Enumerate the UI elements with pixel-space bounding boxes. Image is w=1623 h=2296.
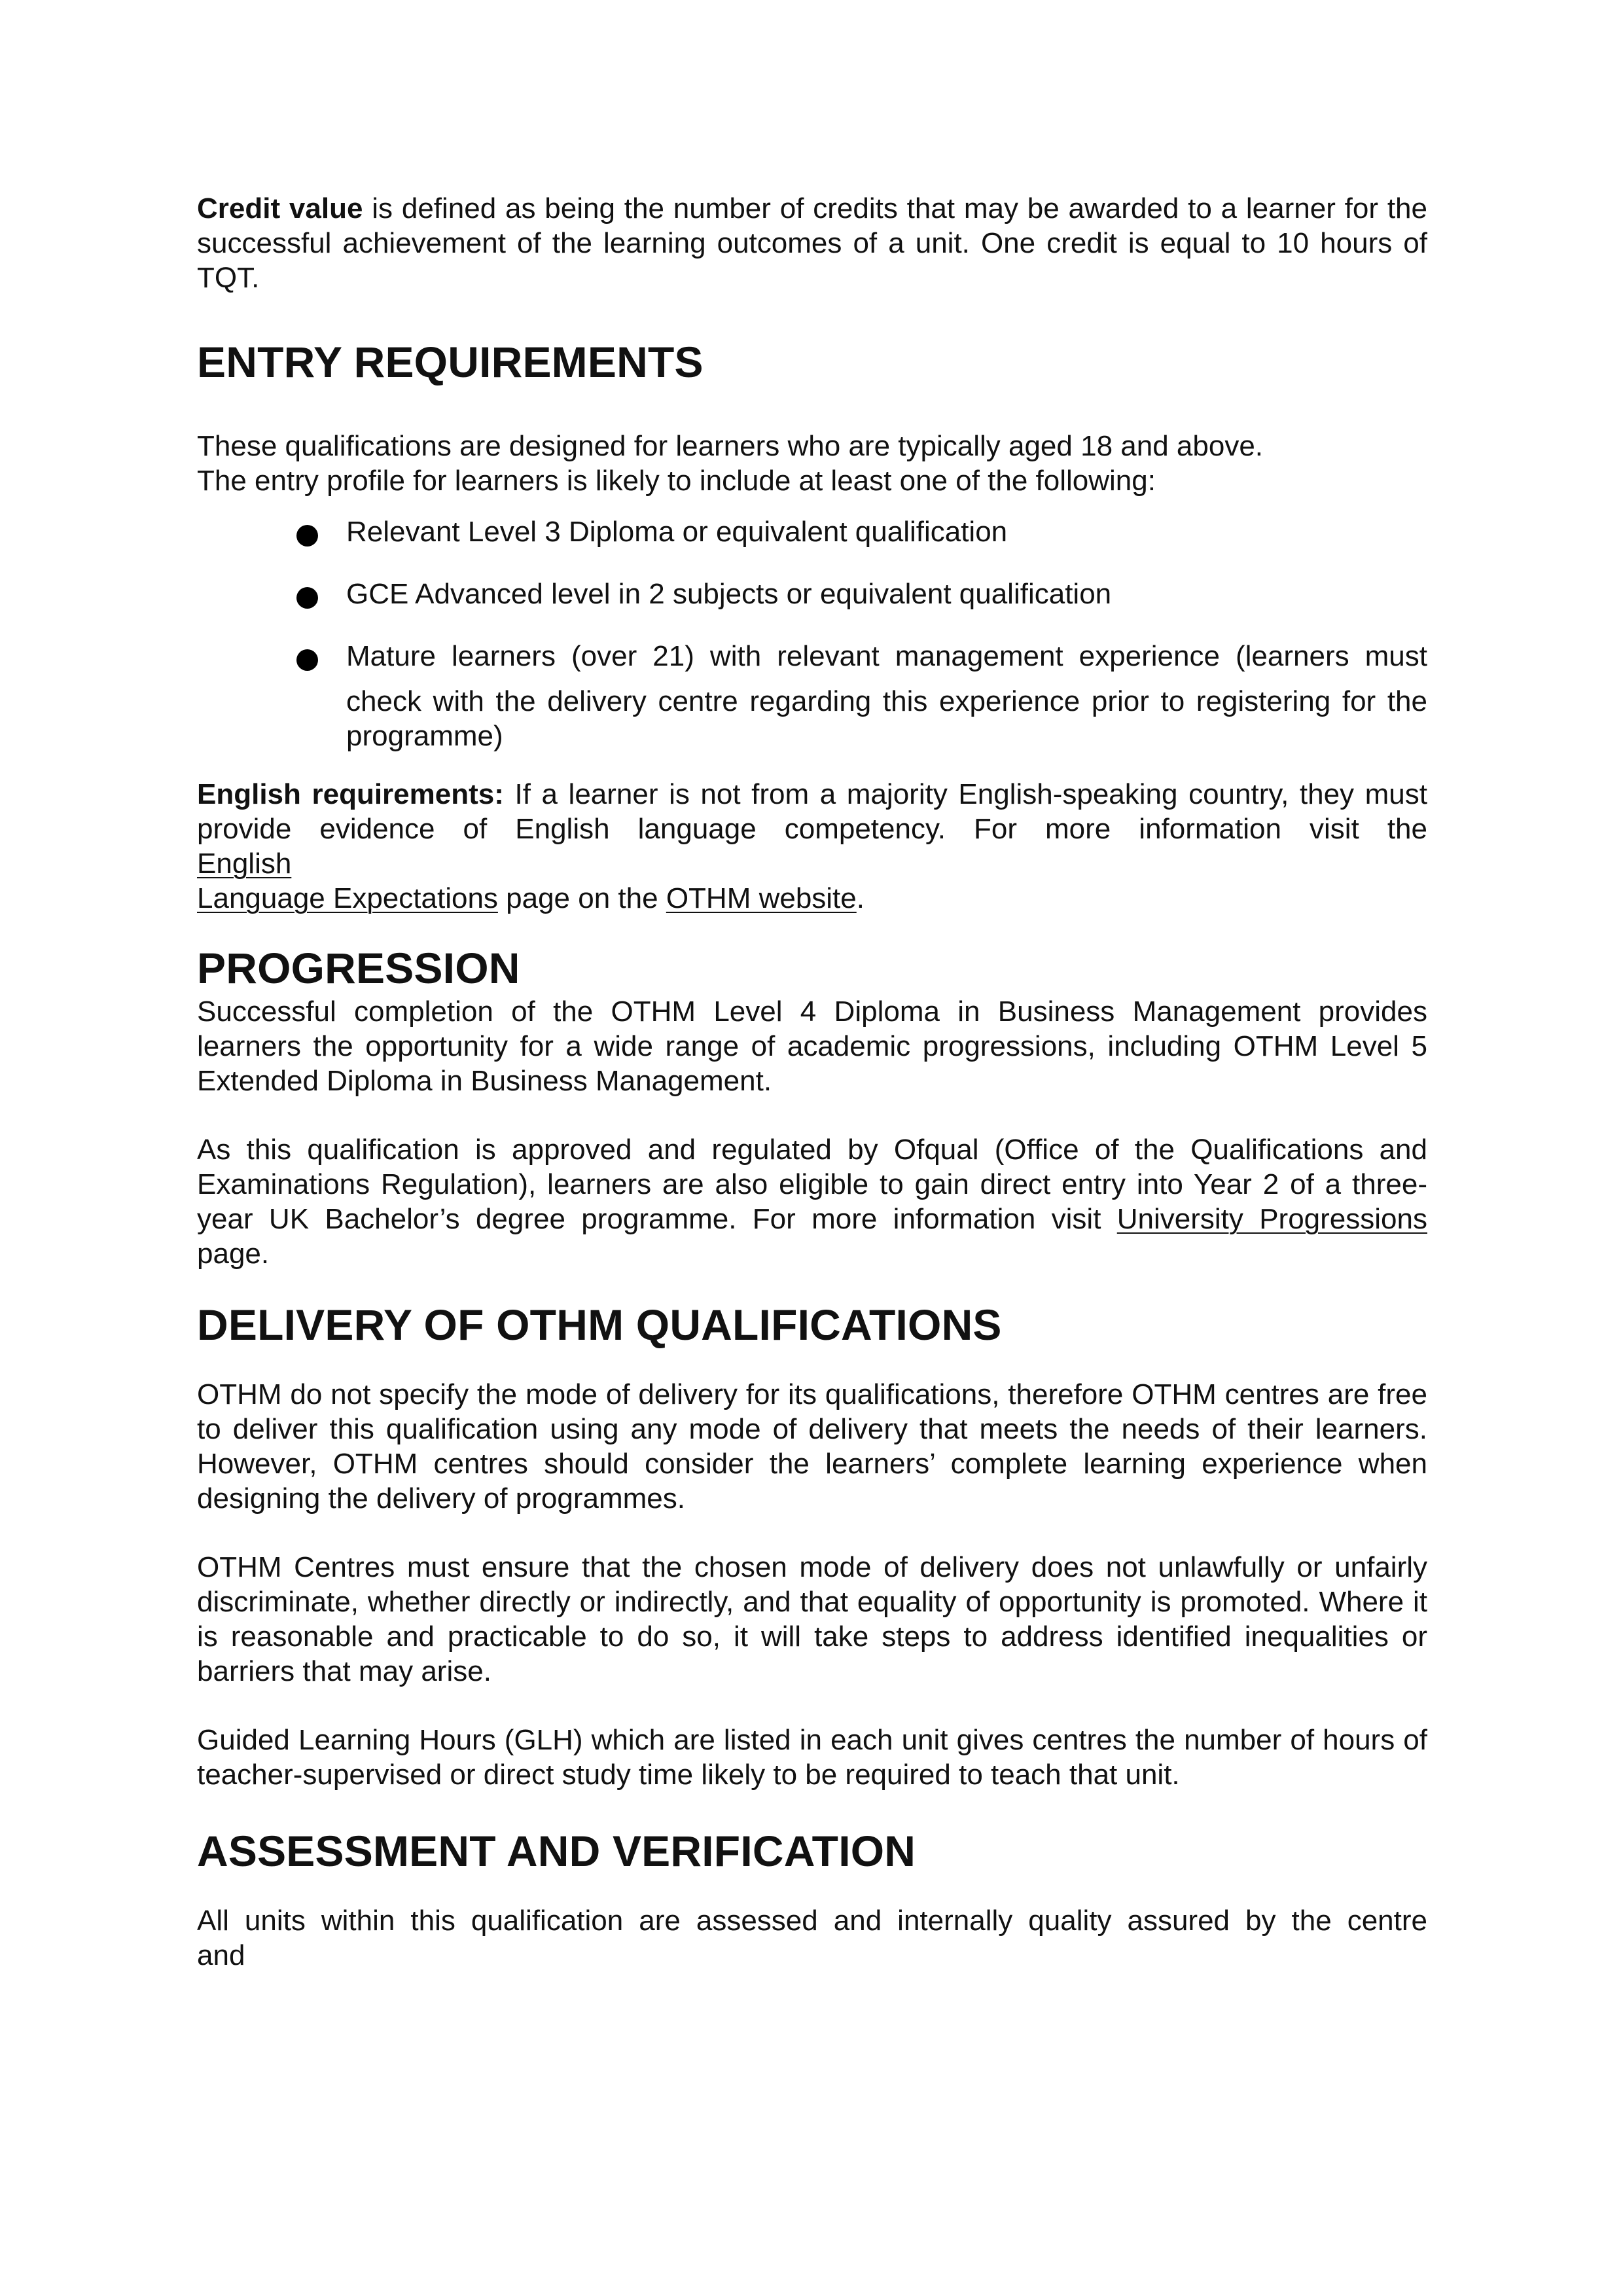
entry-bullet-list bbox=[294, 514, 1427, 753]
entry-bullet-item bbox=[294, 514, 1427, 549]
english-requirements-continuation bbox=[197, 846, 1427, 881]
english-requirements-text: If a learner is not from a majority English-speaking country, they must provide evidence of English language competency. For more information visit the bbox=[197, 778, 1427, 845]
credit-value-paragraph bbox=[197, 191, 1427, 295]
assessment-heading: ASSESSMENT AND VERIFICATION bbox=[197, 1827, 916, 1875]
bullet-dot-icon bbox=[296, 649, 318, 671]
document-page bbox=[197, 191, 1427, 1973]
entry-requirements-heading: ENTRY REQUIREMENTS bbox=[197, 338, 704, 386]
progression-paragraph-2-text: As this qualification is approved and regulated by Ofqual (Office of the Qualifications and Examinations Regulation), learners are also eligible to gain direct entry into Year 2 of a three-year UK Bachelor’s degree programme. For more information visit bbox=[197, 1134, 1427, 1235]
delivery-paragraph-3: Guided Learning Hours (GLH) which are listed in each unit gives centres the number of hours of teacher-supervised or direct study time likely to be required to teach that unit. bbox=[197, 1724, 1427, 1791]
entry-intro-line2: The entry profile for learners is likely to include at least one of the following: bbox=[197, 465, 1156, 497]
delivery-heading: DELIVERY OF OTHM QUALIFICATIONS bbox=[197, 1300, 1002, 1349]
english-link-end-text: . bbox=[856, 882, 865, 914]
entry-bullet-text: Relevant Level 3 Diploma or equivalent qualification bbox=[346, 516, 1008, 548]
progression-paragraph-2-end: page. bbox=[197, 1238, 270, 1270]
english-requirements-term: English requirements: bbox=[197, 778, 504, 810]
delivery-paragraph-1: OTHM do not specify the mode of delivery for its qualifications, therefore OTHM centres are free to deliver this qualification using any mode of delivery that meets the needs of their learners. However, OTHM centres should consider the learners’ complete learning experience when designing the delivery of programmes. bbox=[197, 1378, 1427, 1515]
entry-bullet-text: Mature learners (over 21) with relevant management experience (learners must bbox=[346, 640, 1427, 672]
english-expectations-link[interactable]: Language Expectations bbox=[197, 882, 498, 914]
bullet-dot-icon bbox=[296, 525, 318, 547]
credit-value-term: Credit value bbox=[197, 192, 363, 224]
progression-heading: PROGRESSION bbox=[197, 944, 520, 992]
bullet-dot-icon bbox=[296, 587, 318, 609]
othm-website-link[interactable]: OTHM website bbox=[666, 882, 857, 914]
entry-intro-line1: These qualifications are designed for learners who are typically aged 18 and above. bbox=[197, 430, 1264, 462]
entry-bullet-text: GCE Advanced level in 2 subjects or equivalent qualification bbox=[346, 578, 1112, 610]
progression-paragraph-2 bbox=[197, 1132, 1427, 1271]
progression-paragraph-1: Successful completion of the OTHM Level 4 Diploma in Business Management provides learners the opportunity for a wide range of academic progressions, including OTHM Level 5 Extended Diploma in Business Management. bbox=[197, 996, 1427, 1097]
entry-bullet-text: check with the delivery centre regarding this experience prior to registering for the programme) bbox=[346, 685, 1427, 752]
assessment-paragraph-line1: All units within this qualification are assessed and internally quality assured by the centre bbox=[197, 1905, 1427, 1937]
entry-bullet-item bbox=[294, 577, 1427, 611]
english-requirements-continuation bbox=[197, 881, 1427, 916]
english-link-middle-text: page on the bbox=[497, 882, 666, 914]
delivery-paragraph-2: OTHM Centres must ensure that the chosen mode of delivery does not unlawfully or unfairly discriminate, whether directly or indirectly, and that equality of opportunity is promoted. Where it is reasonable and practicable to do so, it will take steps to address identified inequalities or barriers that may arise. bbox=[197, 1551, 1427, 1687]
english-requirements-paragraph bbox=[197, 777, 1427, 846]
assessment-paragraph-line2: and bbox=[197, 1939, 245, 1971]
university-progressions-link[interactable]: University Progressions bbox=[1116, 1203, 1427, 1235]
english-expectations-link[interactable]: English bbox=[197, 848, 292, 880]
credit-value-text: is defined as being the number of credits that may be awarded to a learner for the successful achievement of the learning outcomes of a unit. One credit is equal to 10 hours of TQT. bbox=[197, 192, 1427, 294]
entry-bullet-item bbox=[294, 639, 1427, 753]
